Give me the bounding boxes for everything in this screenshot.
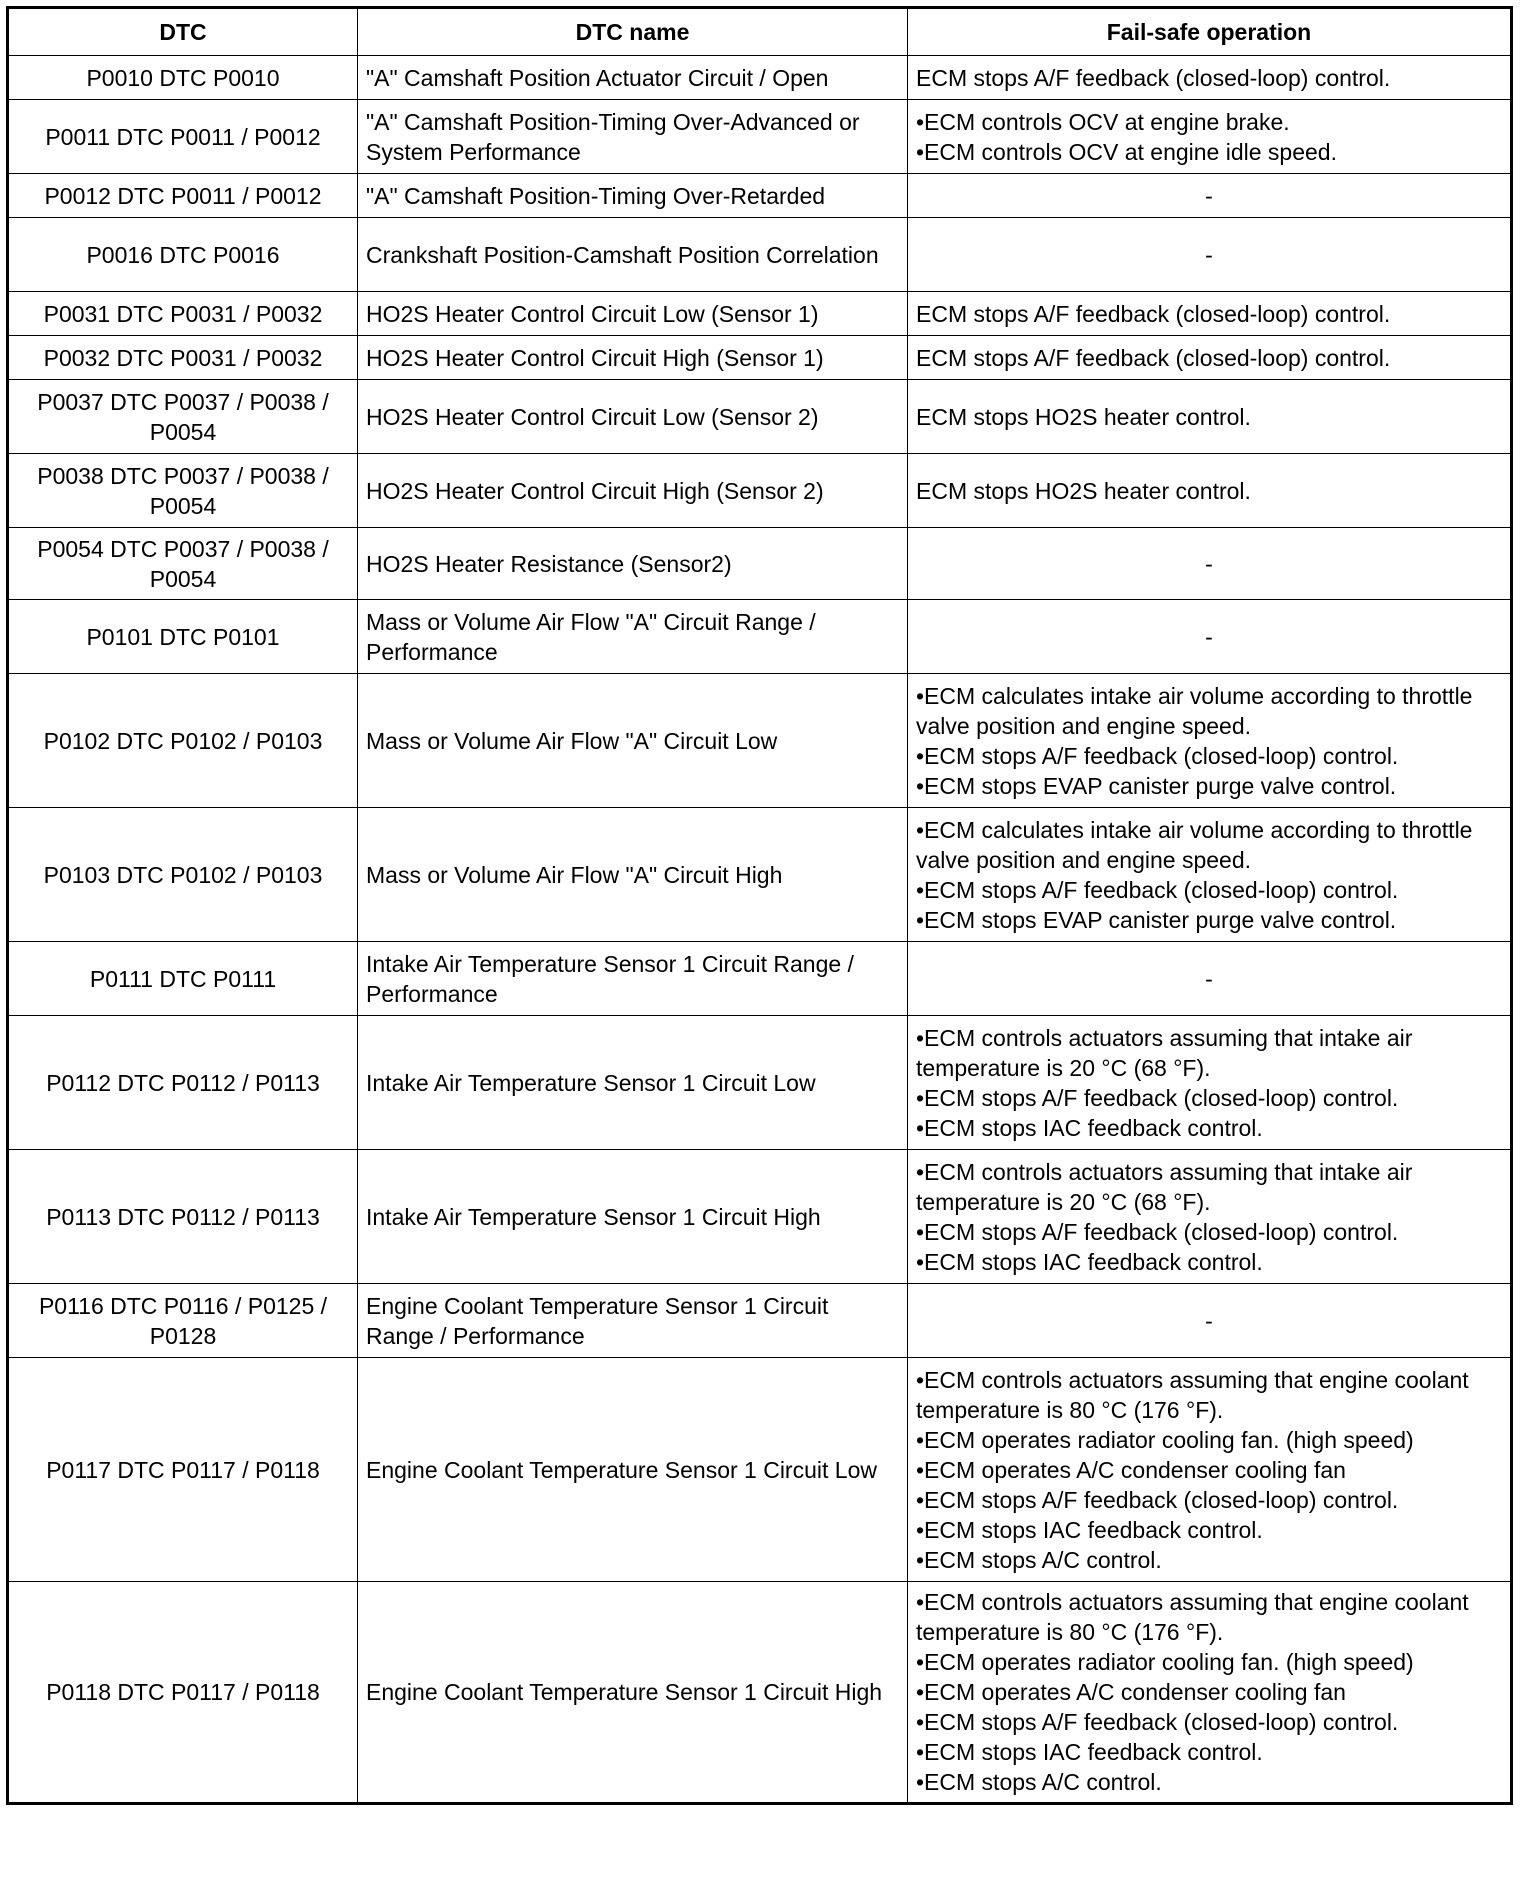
failsafe-line: •ECM controls actuators assuming that engine coolant temperature is 80 °C (176 °F). xyxy=(916,1366,1469,1423)
table-row xyxy=(8,56,1512,100)
failsafe-cell xyxy=(908,454,1512,528)
dtc-code: P0113 DTC P0112 / P0113 xyxy=(8,1150,358,1284)
failsafe-cell xyxy=(908,808,1512,942)
failsafe-cell xyxy=(908,1150,1512,1284)
table-row xyxy=(8,380,1512,454)
table-row xyxy=(8,218,1512,292)
table-row xyxy=(8,1284,1512,1358)
header-failsafe: Fail-safe operation xyxy=(908,8,1512,56)
table-row xyxy=(8,600,1512,674)
dtc-code: P0103 DTC P0102 / P0103 xyxy=(8,808,358,942)
failsafe-line: ECM stops HO2S heater control. xyxy=(916,403,1251,430)
table-row xyxy=(8,808,1512,942)
failsafe-line: •ECM operates radiator cooling fan. (high speed) xyxy=(916,1426,1414,1453)
dtc-code: P0102 DTC P0102 / P0103 xyxy=(8,674,358,808)
table-row xyxy=(8,528,1512,600)
failsafe-cell xyxy=(908,1016,1512,1150)
failsafe-cell xyxy=(908,218,1512,292)
failsafe-cell xyxy=(908,1358,1512,1582)
failsafe-line: - xyxy=(1205,241,1213,268)
failsafe-line: - xyxy=(1205,965,1213,992)
failsafe-line: •ECM stops IAC feedback control. xyxy=(916,1739,1263,1765)
failsafe-line: •ECM stops A/F feedback (closed-loop) control. xyxy=(916,1084,1399,1111)
dtc-code: P0010 DTC P0010 xyxy=(8,56,358,100)
dtc-code: P0117 DTC P0117 / P0118 xyxy=(8,1358,358,1582)
failsafe-line: •ECM calculates intake air volume according to throttle valve position and engine speed. xyxy=(916,682,1473,739)
failsafe-cell xyxy=(908,1582,1512,1804)
failsafe-line: ECM stops A/F feedback (closed-loop) control. xyxy=(916,64,1391,91)
dtc-name: "A" Camshaft Position-Timing Over-Advanced or System Performance xyxy=(358,100,908,174)
table-row xyxy=(8,292,1512,336)
failsafe-line: •ECM operates radiator cooling fan. (high speed) xyxy=(916,1649,1414,1675)
dtc-code: P0112 DTC P0112 / P0113 xyxy=(8,1016,358,1150)
table-row xyxy=(8,1582,1512,1804)
failsafe-cell xyxy=(908,942,1512,1016)
failsafe-line: •ECM stops A/F feedback (closed-loop) control. xyxy=(916,1218,1399,1245)
table-row xyxy=(8,1150,1512,1284)
dtc-code: P0011 DTC P0011 / P0012 xyxy=(8,100,358,174)
failsafe-cell xyxy=(908,380,1512,454)
failsafe-line: •ECM stops IAC feedback control. xyxy=(916,1114,1263,1141)
failsafe-cell xyxy=(908,1284,1512,1358)
failsafe-line: ECM stops HO2S heater control. xyxy=(916,477,1251,504)
failsafe-line: •ECM operates A/C condenser cooling fan xyxy=(916,1679,1346,1705)
failsafe-line: •ECM stops A/F feedback (closed-loop) control. xyxy=(916,742,1399,769)
dtc-code: P0032 DTC P0031 / P0032 xyxy=(8,336,358,380)
failsafe-line: ECM stops A/F feedback (closed-loop) control. xyxy=(916,300,1391,327)
dtc-name: HO2S Heater Control Circuit Low (Sensor 1) xyxy=(358,292,908,336)
failsafe-line: •ECM stops A/F feedback (closed-loop) control. xyxy=(916,1486,1399,1513)
failsafe-cell xyxy=(908,674,1512,808)
failsafe-cell xyxy=(908,174,1512,218)
failsafe-line: •ECM stops A/F feedback (closed-loop) control. xyxy=(916,876,1399,903)
dtc-name: Mass or Volume Air Flow "A" Circuit High xyxy=(358,808,908,942)
dtc-name: Engine Coolant Temperature Sensor 1 Circuit Range / Performance xyxy=(358,1284,908,1358)
dtc-name: Mass or Volume Air Flow "A" Circuit Low xyxy=(358,674,908,808)
dtc-code: P0118 DTC P0117 / P0118 xyxy=(8,1582,358,1804)
failsafe-line: •ECM calculates intake air volume according to throttle valve position and engine speed. xyxy=(916,816,1473,873)
failsafe-cell xyxy=(908,336,1512,380)
failsafe-line: •ECM controls actuators assuming that engine coolant temperature is 80 °C (176 °F). xyxy=(916,1589,1469,1645)
failsafe-cell xyxy=(908,528,1512,600)
failsafe-cell xyxy=(908,100,1512,174)
failsafe-line: •ECM controls OCV at engine idle speed. xyxy=(916,138,1337,165)
table-row xyxy=(8,336,1512,380)
failsafe-line: •ECM stops A/C control. xyxy=(916,1769,1162,1795)
table-row xyxy=(8,1358,1512,1582)
failsafe-line: - xyxy=(1205,550,1213,577)
dtc-name: Mass or Volume Air Flow "A" Circuit Range / Performance xyxy=(358,600,908,674)
dtc-name: Intake Air Temperature Sensor 1 Circuit High xyxy=(358,1150,908,1284)
table-row xyxy=(8,174,1512,218)
failsafe-line: •ECM stops A/C control. xyxy=(916,1546,1162,1573)
dtc-name: HO2S Heater Control Circuit High (Sensor 1) xyxy=(358,336,908,380)
dtc-name: Intake Air Temperature Sensor 1 Circuit Low xyxy=(358,1016,908,1150)
failsafe-line: - xyxy=(1205,1307,1213,1334)
failsafe-line: •ECM operates A/C condenser cooling fan xyxy=(916,1456,1346,1483)
failsafe-cell xyxy=(908,600,1512,674)
failsafe-line: •ECM stops EVAP canister purge valve control. xyxy=(916,906,1397,933)
dtc-code: P0111 DTC P0111 xyxy=(8,942,358,1016)
dtc-code: P0012 DTC P0011 / P0012 xyxy=(8,174,358,218)
failsafe-line: - xyxy=(1205,182,1213,209)
table-row xyxy=(8,674,1512,808)
dtc-name: HO2S Heater Resistance (Sensor2) xyxy=(358,528,908,600)
failsafe-line: •ECM controls actuators assuming that intake air temperature is 20 °C (68 °F). xyxy=(916,1024,1413,1081)
dtc-code: P0054 DTC P0037 / P0038 / P0054 xyxy=(8,528,358,600)
table-row xyxy=(8,1016,1512,1150)
failsafe-line: •ECM stops A/F feedback (closed-loop) control. xyxy=(916,1709,1399,1735)
dtc-name: Intake Air Temperature Sensor 1 Circuit Range / Performance xyxy=(358,942,908,1016)
dtc-name: "A" Camshaft Position-Timing Over-Retarded xyxy=(358,174,908,218)
dtc-name: HO2S Heater Control Circuit Low (Sensor 2) xyxy=(358,380,908,454)
dtc-name: Engine Coolant Temperature Sensor 1 Circuit Low xyxy=(358,1358,908,1582)
dtc-code: P0037 DTC P0037 / P0038 / P0054 xyxy=(8,380,358,454)
dtc-code: P0101 DTC P0101 xyxy=(8,600,358,674)
dtc-code: P0016 DTC P0016 xyxy=(8,218,358,292)
dtc-code: P0038 DTC P0037 / P0038 / P0054 xyxy=(8,454,358,528)
header-row xyxy=(8,8,1512,56)
dtc-code: P0031 DTC P0031 / P0032 xyxy=(8,292,358,336)
dtc-failsafe-table xyxy=(6,6,1513,1805)
table-row xyxy=(8,454,1512,528)
failsafe-line: •ECM stops IAC feedback control. xyxy=(916,1248,1263,1275)
failsafe-line: •ECM controls actuators assuming that intake air temperature is 20 °C (68 °F). xyxy=(916,1158,1413,1215)
dtc-name: Crankshaft Position-Camshaft Position Correlation xyxy=(358,218,908,292)
dtc-name: "A" Camshaft Position Actuator Circuit / Open xyxy=(358,56,908,100)
dtc-name: HO2S Heater Control Circuit High (Sensor 2) xyxy=(358,454,908,528)
failsafe-cell xyxy=(908,292,1512,336)
header-dtc: DTC xyxy=(8,8,358,56)
dtc-code: P0116 DTC P0116 / P0125 / P0128 xyxy=(8,1284,358,1358)
failsafe-line: ECM stops A/F feedback (closed-loop) control. xyxy=(916,344,1391,371)
failsafe-line: •ECM stops EVAP canister purge valve control. xyxy=(916,772,1397,799)
dtc-name: Engine Coolant Temperature Sensor 1 Circuit High xyxy=(358,1582,908,1804)
table-row xyxy=(8,100,1512,174)
failsafe-line: •ECM controls OCV at engine brake. xyxy=(916,108,1290,135)
failsafe-line: •ECM stops IAC feedback control. xyxy=(916,1516,1263,1543)
failsafe-cell xyxy=(908,56,1512,100)
header-dtc-name: DTC name xyxy=(358,8,908,56)
failsafe-line: - xyxy=(1205,623,1213,650)
table-row xyxy=(8,942,1512,1016)
